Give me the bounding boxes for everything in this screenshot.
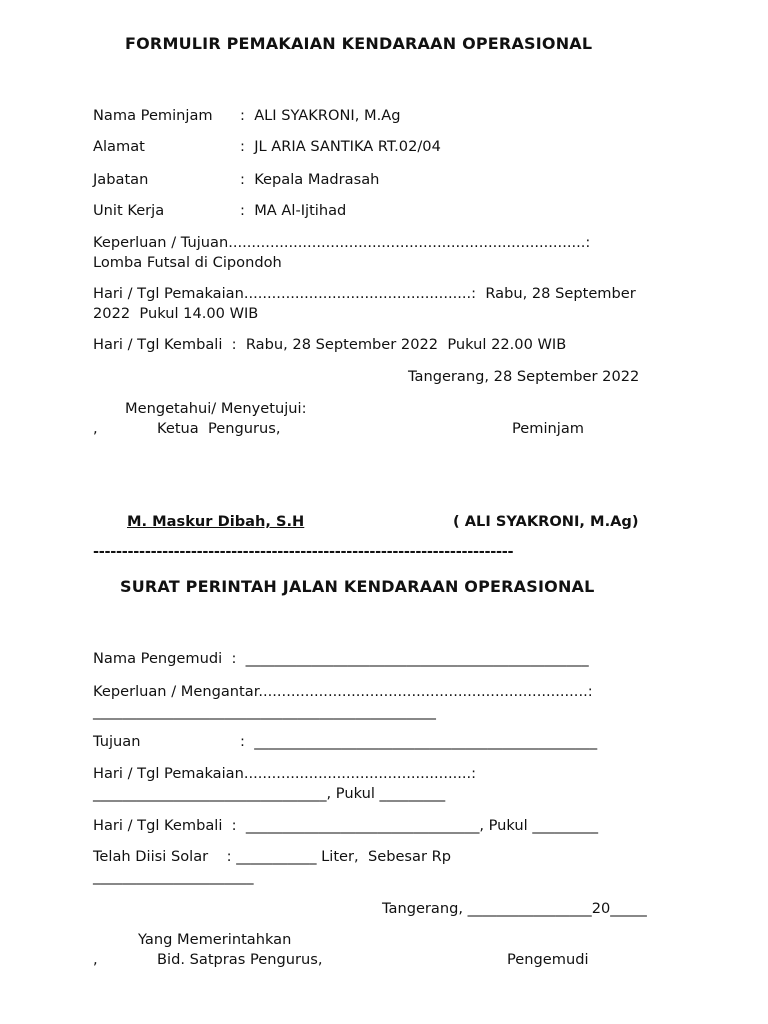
place-date: Tangerang, 28 September 2022 <box>408 368 640 385</box>
borrower-role: Peminjam <box>512 420 584 437</box>
purpose-line: Keperluan / Mengantar.......................................................................: <box>93 683 593 700</box>
field-label-alamat: Alamat <box>93 138 145 155</box>
pemakaian-line: Hari / Tgl Pemakaian.................................................: Rabu, 28 September <box>93 285 636 302</box>
pemakaian2-line: Hari / Tgl Pemakaian.................................................: <box>93 765 477 782</box>
kembali-line: Hari / Tgl Kembali : Rabu, 28 September 2022 Pukul 22.00 WIB <box>93 336 567 353</box>
approver-role: Ketua Pengurus, <box>157 420 281 437</box>
field-label-nama-peminjam: Nama Peminjam <box>93 107 213 124</box>
approve-label: Mengetahui/ Menyetujui: <box>125 400 307 417</box>
pemakaian-value: 2022 Pukul 14.00 WIB <box>93 305 259 322</box>
solar-line: Telah Diisi Solar : ___________ Liter, Sebesar Rp <box>93 848 452 865</box>
field-value-alamat: : JL ARIA SANTIKA RT.02/04 <box>240 138 441 155</box>
kembali2-line: Hari / Tgl Kembali : ________________________________, Pukul _________ <box>93 817 599 834</box>
form2-title: SURAT PERINTAH JALAN KENDARAAN OPERASIONAL <box>120 577 595 596</box>
driver-line: Nama Pengemudi : _______________________________________________ <box>93 650 589 667</box>
field-value-jabatan: : Kepala Madrasah <box>240 171 380 188</box>
order-label: Yang Memerintahkan <box>138 931 292 948</box>
field-label-unit-kerja: Unit Kerja <box>93 202 165 219</box>
pemakaian2-blank: ________________________________, Pukul _________ <box>93 785 446 802</box>
field-value-unit-kerja: : MA Al-Ijtihad <box>240 202 347 219</box>
tujuan-value: : _______________________________________________ <box>240 733 598 750</box>
approver-name: M. Maskur Dibah, S.H <box>127 513 305 530</box>
comma-mark-2: , <box>93 951 98 968</box>
comma-mark: , <box>93 420 98 437</box>
purpose-blank: _______________________________________________ <box>93 703 436 720</box>
solar-blank: ______________________ <box>93 868 254 885</box>
place-date-2: Tangerang, _________________20_____ <box>382 900 647 917</box>
keperluan-value: Lomba Futsal di Cipondoh <box>93 254 282 271</box>
order-role: Bid. Satpras Pengurus, <box>157 951 323 968</box>
separator-line: ------------------------------------------------------------------------- <box>93 543 514 560</box>
keperluan-line: Keperluan / Tujuan.............................................................................: <box>93 234 591 251</box>
tujuan-label: Tujuan <box>93 733 141 750</box>
field-label-jabatan: Jabatan <box>93 171 149 188</box>
field-value-nama-peminjam: : ALI SYAKRONI, M.Ag <box>240 107 401 124</box>
driver-role: Pengemudi <box>507 951 589 968</box>
form1-title: FORMULIR PEMAKAIAN KENDARAAN OPERASIONAL <box>125 34 593 53</box>
borrower-name: ( ALI SYAKRONI, M.Ag) <box>453 513 639 530</box>
